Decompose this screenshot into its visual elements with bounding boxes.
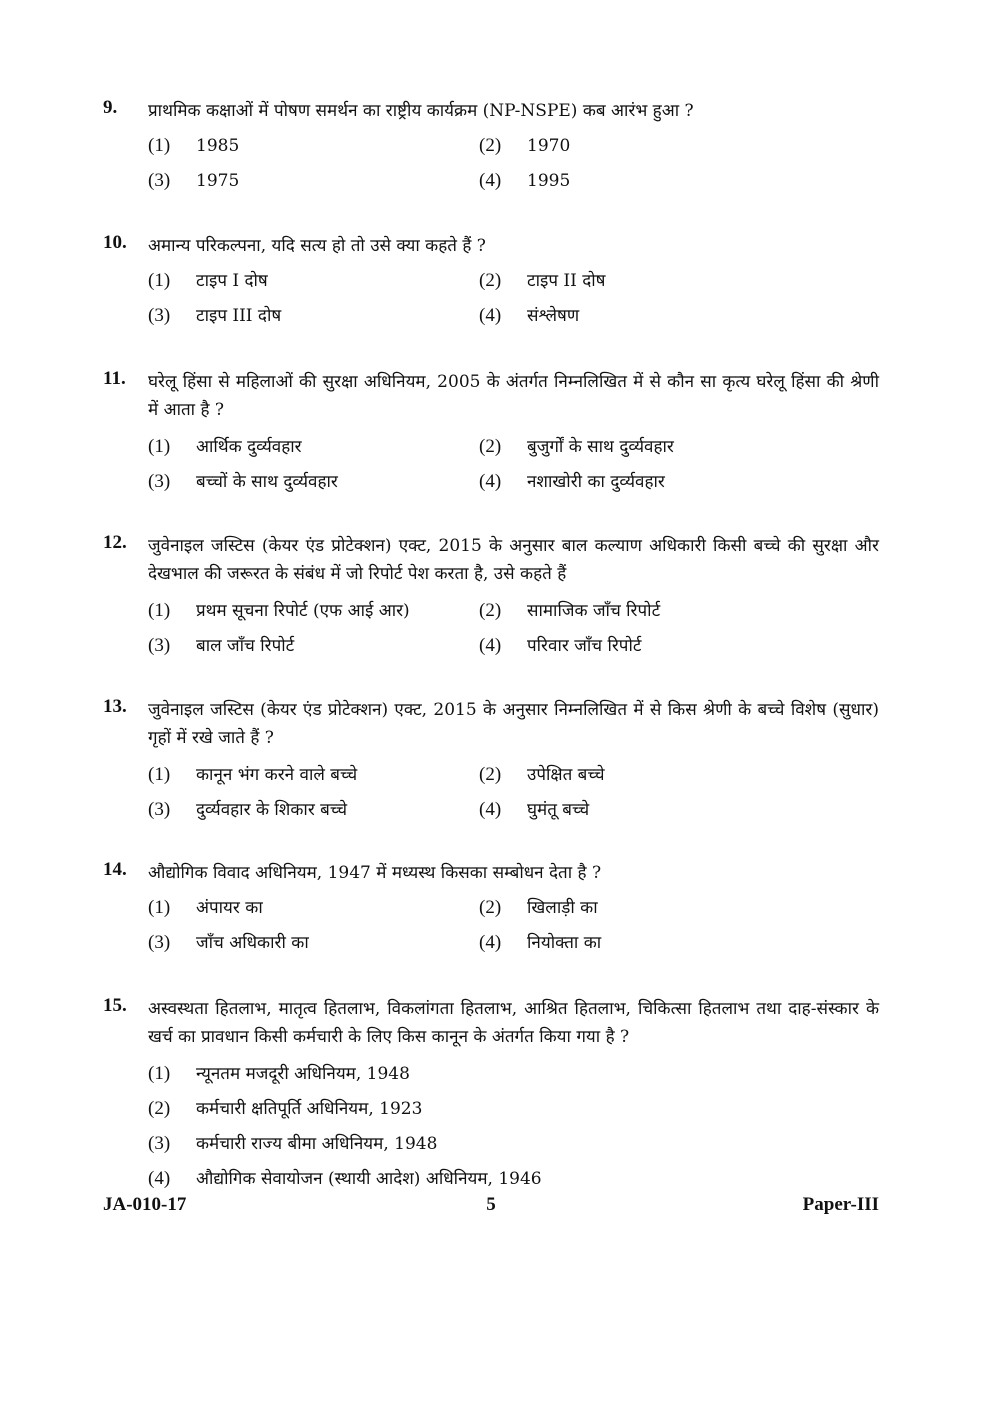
option-text: 1975 xyxy=(196,171,240,191)
option-text: बुजुर्गों के साथ दुर्व्यवहार xyxy=(527,437,674,457)
option-text: औद्योगिक सेवायोजन (स्थायी आदेश) अधिनियम, 1946 xyxy=(196,1169,542,1189)
option-1 xyxy=(148,596,410,626)
option-label: (4) xyxy=(479,635,502,656)
option-text: उपेक्षित बच्चे xyxy=(527,765,605,785)
option-text: 1970 xyxy=(527,136,571,156)
option-2 xyxy=(479,760,605,790)
option-3 xyxy=(148,795,347,825)
question-number: 14. xyxy=(103,859,127,880)
option-3 xyxy=(148,166,239,196)
option-1 xyxy=(148,131,239,161)
option-label: (1) xyxy=(148,897,171,918)
option-label: (3) xyxy=(148,932,171,953)
option-2 xyxy=(479,432,674,462)
question-9 xyxy=(103,97,879,191)
page-footer xyxy=(103,1194,879,1222)
option-4 xyxy=(479,928,601,958)
option-label: (3) xyxy=(148,170,171,191)
option-text: 1995 xyxy=(527,171,571,191)
option-text: जाँच अधिकारी का xyxy=(196,933,309,953)
option-label: (1) xyxy=(148,1063,171,1084)
option-text: बाल जाँच रिपोर्ट xyxy=(196,636,295,656)
option-label: (3) xyxy=(148,799,171,820)
question-number: 13. xyxy=(103,696,127,717)
option-label: (1) xyxy=(148,436,171,457)
question-number: 15. xyxy=(103,995,127,1016)
option-text: अंपायर का xyxy=(196,898,263,918)
paper-code: JA-010-17 xyxy=(103,1194,187,1215)
question-14 xyxy=(103,859,879,953)
question-number: 10. xyxy=(103,232,127,253)
option-label: (3) xyxy=(148,471,171,492)
option-1 xyxy=(148,432,302,462)
option-label: (2) xyxy=(479,897,502,918)
question-text: घरेलू हिंसा से महिलाओं की सुरक्षा अधिनियम, 2005 के अंतर्गत निम्नलिखित में से कौन सा कृत्य घरेलू हिंसा की श्रेणी में आता है ? xyxy=(148,372,879,420)
option-text: कर्मचारी क्षतिपूर्ति अधिनियम, 1923 xyxy=(196,1099,423,1119)
option-3 xyxy=(148,928,309,958)
question-12 xyxy=(103,532,879,656)
option-label: (1) xyxy=(148,764,171,785)
option-4 xyxy=(479,301,579,331)
option-text: 1985 xyxy=(196,136,240,156)
question-15 xyxy=(103,995,879,1189)
option-label: (4) xyxy=(479,799,502,820)
option-text: टाइप I दोष xyxy=(196,271,268,291)
option-3 xyxy=(148,467,338,497)
option-label: (2) xyxy=(479,135,502,156)
option-4 xyxy=(479,166,570,196)
option-text: सामाजिक जाँच रिपोर्ट xyxy=(527,601,661,621)
option-label: (2) xyxy=(479,270,502,291)
option-text: कर्मचारी राज्य बीमा अधिनियम, 1948 xyxy=(196,1134,438,1154)
option-2 xyxy=(479,131,570,161)
option-2 xyxy=(479,596,660,626)
option-text: नशाखोरी का दुर्व्यवहार xyxy=(527,472,665,492)
option-3 xyxy=(148,1129,437,1159)
option-label: (1) xyxy=(148,135,171,156)
option-label: (4) xyxy=(479,471,502,492)
option-4 xyxy=(479,631,641,661)
question-number: 12. xyxy=(103,532,127,553)
option-2 xyxy=(148,1094,422,1124)
option-text: टाइप III दोष xyxy=(196,306,282,326)
question-text: औद्योगिक विवाद अधिनियम, 1947 में मध्यस्थ किसका सम्बोधन देता है ? xyxy=(148,863,602,883)
question-number: 9. xyxy=(103,97,118,118)
option-label: (2) xyxy=(479,600,502,621)
paper-label: Paper-III xyxy=(802,1194,879,1215)
option-4 xyxy=(479,467,665,497)
option-text: परिवार जाँच रिपोर्ट xyxy=(527,636,642,656)
option-label: (1) xyxy=(148,270,171,291)
option-text: कानून भंग करने वाले बच्चे xyxy=(196,765,358,785)
option-text: संश्लेषण xyxy=(527,306,580,326)
question-11 xyxy=(103,368,879,492)
option-4 xyxy=(479,795,589,825)
option-label: (4) xyxy=(479,170,502,191)
option-label: (3) xyxy=(148,1133,171,1154)
option-1 xyxy=(148,893,263,923)
option-2 xyxy=(479,893,598,923)
option-text: न्यूनतम मजदूरी अधिनियम, 1948 xyxy=(196,1064,410,1084)
option-label: (2) xyxy=(148,1098,171,1119)
option-3 xyxy=(148,631,294,661)
question-13 xyxy=(103,696,879,820)
option-2 xyxy=(479,266,605,296)
page-number: 5 xyxy=(486,1194,496,1215)
option-label: (4) xyxy=(148,1168,171,1189)
option-3 xyxy=(148,301,281,331)
question-text: अस्वस्थता हितलाभ, मातृत्व हितलाभ, विकलांगता हितलाभ, आश्रित हितलाभ, चिकित्सा हितलाभ तथा दाह-संस्कार के खर्च का प्रावधान किसी कर्मचारी के लिए किस कानून के अंतर्गत किया गया है ? xyxy=(148,999,879,1047)
question-text: जुवेनाइल जस्टिस (केयर एंड प्रोटेक्शन) एक्ट, 2015 के अनुसार निम्नलिखित में से किस श्रेणी के बच्चे विशेष (सुधार) गृहों में रखे जाते हैं ? xyxy=(148,700,879,748)
option-label: (4) xyxy=(479,305,502,326)
option-text: प्रथम सूचना रिपोर्ट (एफ आई आर) xyxy=(196,601,410,621)
option-label: (1) xyxy=(148,600,171,621)
question-text: जुवेनाइल जस्टिस (केयर एंड प्रोटेक्शन) एक्ट, 2015 के अनुसार बाल कल्याण अधिकारी किसी बच्चे की सुरक्षा और देखभाल की जरूरत के संबंध में जो रिपोर्ट पेश करता है, उसे कहते हैं xyxy=(148,536,879,584)
option-label: (3) xyxy=(148,305,171,326)
option-text: टाइप II दोष xyxy=(527,271,606,291)
option-text: आर्थिक दुर्व्यवहार xyxy=(196,437,302,457)
option-1 xyxy=(148,1059,410,1089)
option-label: (2) xyxy=(479,764,502,785)
option-1 xyxy=(148,266,268,296)
question-number: 11. xyxy=(103,368,126,389)
option-label: (2) xyxy=(479,436,502,457)
option-label: (3) xyxy=(148,635,171,656)
option-text: घुमंतू बच्चे xyxy=(527,800,590,820)
option-text: बच्चों के साथ दुर्व्यवहार xyxy=(196,472,338,492)
option-text: दुर्व्यवहार के शिकार बच्चे xyxy=(196,800,348,820)
option-text: खिलाड़ी का xyxy=(527,898,598,918)
option-label: (4) xyxy=(479,932,502,953)
option-4 xyxy=(148,1164,542,1194)
question-10 xyxy=(103,232,879,326)
option-text: नियोक्ता का xyxy=(527,933,602,953)
question-text: अमान्य परिकल्पना, यदि सत्य हो तो उसे क्या कहते हैं ? xyxy=(148,236,486,256)
option-1 xyxy=(148,760,357,790)
question-text: प्राथमिक कक्षाओं में पोषण समर्थन का राष्ट्रीय कार्यक्रम (NP-NSPE) कब आरंभ हुआ ? xyxy=(148,101,694,121)
